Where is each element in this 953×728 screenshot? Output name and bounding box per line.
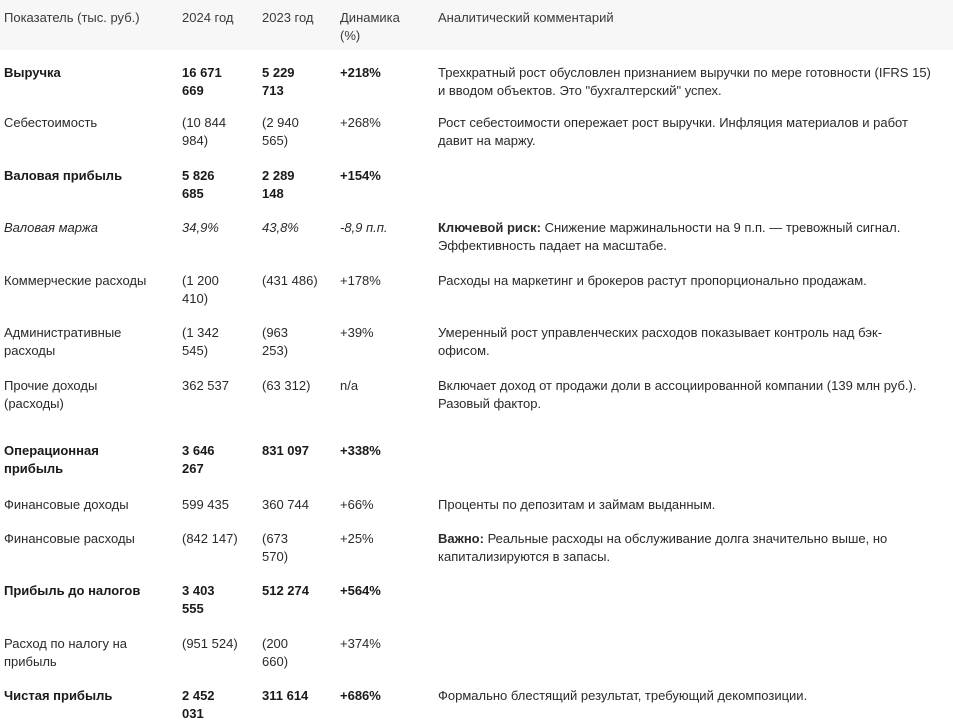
- row-label-line1: Прибыль до налогов: [4, 583, 141, 598]
- row-dynamics: +686%: [340, 688, 381, 703]
- row-value-2023: [258, 442, 336, 484]
- row-value-2024: [178, 496, 258, 518]
- comment-line2: Разовый фактор.: [438, 396, 542, 411]
- comment-line2: давит на маржу.: [438, 133, 536, 148]
- row-value-2023: [258, 167, 336, 207]
- row-label: [0, 64, 178, 102]
- row-comment: [434, 687, 953, 723]
- row-value-2024: [178, 219, 258, 260]
- comment-line2: Эффективность падает на масштабе.: [438, 238, 667, 253]
- header-dynamics-line2: (%): [340, 28, 361, 43]
- row-value-2023: [258, 272, 336, 312]
- value-2023-line1: 831 097: [262, 443, 309, 458]
- value-2024-line1: 3 403: [182, 583, 215, 598]
- row-value-2024: [178, 582, 258, 623]
- value-2024-line1: 362 537: [182, 378, 229, 393]
- value-2024-line1: 599 435: [182, 497, 229, 512]
- row-label-line2: прибыль: [4, 654, 57, 669]
- row-value-2023: [258, 219, 336, 260]
- value-2023-line1: 43,8%: [262, 220, 299, 235]
- row-comment: [434, 635, 953, 675]
- row-dynamics: +25%: [340, 531, 374, 546]
- value-2024-line1: (1 342: [182, 325, 219, 340]
- value-2024-line2: 410): [182, 291, 209, 306]
- value-2023-line1: (431 486): [262, 273, 318, 288]
- value-2024-line2: 267: [182, 461, 204, 476]
- value-2023-line1: (200: [262, 636, 289, 651]
- row-value-2023: [258, 377, 336, 430]
- comment-text-1: Включает доход от продажи доли в ассоциированной компании (139 млн руб.).: [438, 378, 917, 393]
- comment-line1: [438, 496, 949, 514]
- value-2024-line2: 669: [182, 83, 204, 98]
- table-row: [0, 518, 953, 570]
- row-value-2023: [258, 496, 336, 518]
- value-2024-line1: 16 671: [182, 65, 222, 80]
- value-2024-line1: (10 844: [182, 115, 227, 130]
- table-header: [0, 0, 953, 50]
- value-2023-line2: 253): [262, 343, 289, 358]
- comment-keyword: Важно:: [438, 531, 484, 546]
- header-dynamics-line1: Динамика: [340, 10, 400, 25]
- table-row: [0, 484, 953, 518]
- row-label-line1: Чистая прибыль: [4, 688, 113, 703]
- row-label-line2: (расходы): [4, 396, 64, 411]
- value-2024-line1: 3 646: [182, 443, 215, 458]
- row-value-2023: [258, 530, 336, 570]
- comment-text-1: Проценты по депозитам и займам выданным.: [438, 497, 716, 512]
- value-2024-line1: (951 524): [182, 636, 238, 651]
- table-row: [0, 623, 953, 675]
- row-value-2023: [258, 324, 336, 365]
- value-2024-line2: 685: [182, 186, 204, 201]
- row-value-2024: [178, 530, 258, 570]
- value-2023-line1: 311 614: [262, 688, 309, 703]
- row-label-line2: расходы: [4, 343, 56, 358]
- comment-line1: [438, 687, 949, 705]
- value-2023-line2: 565): [262, 133, 289, 148]
- value-2023-line1: (963: [262, 325, 289, 340]
- value-2024-line2: 545): [182, 343, 209, 358]
- table-row: [0, 675, 953, 722]
- row-dynamics: +218%: [340, 65, 381, 80]
- row-comment: [434, 530, 953, 570]
- row-label: [0, 377, 178, 430]
- row-label: [0, 324, 178, 365]
- table-body: [0, 50, 953, 722]
- value-2023-line2: 570): [262, 549, 289, 564]
- header-comment: Аналитический комментарий: [438, 10, 614, 25]
- value-2024-line1: (842 147): [182, 531, 238, 546]
- row-comment: [434, 219, 953, 260]
- row-label-line1: Валовая прибыль: [4, 168, 123, 183]
- comment-text-1: Трехкратный рост обусловлен признанием выручки по мере готовности (IFRS 15): [438, 65, 931, 80]
- row-value-2024: [178, 377, 258, 430]
- comment-text-1: Формально блестящий результат, требующий декомпозиции.: [438, 688, 808, 703]
- value-2024-line2: 031: [182, 706, 204, 721]
- header-dynamics: [336, 9, 434, 50]
- value-2024-line2: 555: [182, 601, 204, 616]
- row-value-2023: [258, 635, 336, 675]
- row-label-line1: Себестоимость: [4, 115, 98, 130]
- row-label: [0, 687, 178, 723]
- value-2023-line1: 5 229: [262, 65, 295, 80]
- row-label-line1: Финансовые расходы: [4, 531, 135, 546]
- row-value-2024: [178, 114, 258, 155]
- row-label-line1: Операционная: [4, 443, 99, 458]
- row-dynamics: +154%: [340, 168, 381, 183]
- header-indicator: Показатель (тыс. руб.): [4, 10, 140, 25]
- row-value-2023: [258, 582, 336, 623]
- value-2023-line1: 360 744: [262, 497, 309, 512]
- comment-line2: офисом.: [438, 343, 490, 358]
- value-2024-line1: (1 200: [182, 273, 219, 288]
- value-2023-line2: 713: [262, 83, 284, 98]
- value-2024-line1: 5 826: [182, 168, 215, 183]
- row-comment: [434, 582, 953, 623]
- value-2023-line2: 660): [262, 654, 289, 669]
- comment-text-1: Снижение маржинальности на 9 п.п. — тревожный сигнал.: [540, 220, 901, 235]
- row-dynamics: -8,9 п.п.: [340, 220, 388, 235]
- row-label: [0, 635, 178, 675]
- comment-text-1: Умеренный рост управленческих расходов показывает контроль над бэк-: [438, 325, 883, 340]
- row-label-line1: Административные: [4, 325, 122, 340]
- value-2023-line1: (63 312): [262, 378, 311, 393]
- value-2023-line1: 512 274: [262, 583, 309, 598]
- row-value-2024: [178, 272, 258, 312]
- row-dynamics: +564%: [340, 583, 381, 598]
- header-2023: 2023 год: [262, 10, 314, 25]
- table-row: [0, 207, 953, 260]
- row-comment: [434, 377, 953, 430]
- row-dynamics: +178%: [340, 273, 381, 288]
- table-row: [0, 260, 953, 312]
- row-value-2024: [178, 324, 258, 365]
- row-value-2024: [178, 442, 258, 484]
- value-2024-line1: 34,9%: [182, 220, 219, 235]
- table-row: [0, 430, 953, 484]
- row-comment: [434, 442, 953, 484]
- value-2023-line2: 148: [262, 186, 284, 201]
- comment-line1: [438, 64, 949, 82]
- comment-keyword: Ключевой риск:: [438, 220, 541, 235]
- row-label-line1: Валовая маржа: [4, 220, 99, 235]
- row-dynamics: +374%: [340, 636, 381, 651]
- comment-line1: [438, 114, 949, 132]
- row-label-line1: Прочие доходы: [4, 378, 98, 393]
- row-label: [0, 272, 178, 312]
- row-value-2023: [258, 687, 336, 723]
- row-value-2024: [178, 635, 258, 675]
- comment-line1: [438, 272, 949, 290]
- table-row: [0, 102, 953, 155]
- row-label: [0, 114, 178, 155]
- value-2024-line2: 984): [182, 133, 209, 148]
- row-comment: [434, 114, 953, 155]
- row-dynamics: n/a: [340, 378, 359, 393]
- row-dynamics: +66%: [340, 497, 374, 512]
- row-dynamics: +268%: [340, 115, 381, 130]
- row-label-line1: Финансовые доходы: [4, 497, 129, 512]
- table-row: [0, 155, 953, 207]
- row-comment: [434, 167, 953, 207]
- row-label: [0, 219, 178, 260]
- row-comment: [434, 64, 953, 102]
- comment-line2: капитализируются в запасы.: [438, 549, 611, 564]
- row-label: [0, 167, 178, 207]
- comment-text-1: Расходы на маркетинг и брокеров растут пропорционально продажам.: [438, 273, 867, 288]
- table-row: [0, 50, 953, 102]
- row-comment: [434, 324, 953, 365]
- comment-line1: [438, 219, 949, 237]
- row-comment: [434, 272, 953, 312]
- value-2023-line1: (2 940: [262, 115, 299, 130]
- row-label-line2: прибыль: [4, 461, 64, 476]
- comment-line2: и вводом объектов. Это "бухгалтерский" успех.: [438, 83, 722, 98]
- row-value-2023: [258, 114, 336, 155]
- comment-text-1: Реальные расходы на обслуживание долга значительно выше, но: [483, 531, 888, 546]
- row-dynamics: +338%: [340, 443, 381, 458]
- row-comment: [434, 496, 953, 518]
- row-label: [0, 582, 178, 623]
- row-label: [0, 530, 178, 570]
- row-label: [0, 496, 178, 518]
- comment-text-1: Рост себестоимости опережает рост выручки. Инфляция материалов и работ: [438, 115, 908, 130]
- table-row: [0, 312, 953, 365]
- row-value-2024: [178, 64, 258, 102]
- table-row: [0, 570, 953, 623]
- row-label-line1: Выручка: [4, 65, 61, 80]
- row-label: [0, 442, 178, 484]
- row-label-line1: Расход по налогу на: [4, 636, 127, 651]
- value-2023-line1: 2 289: [262, 168, 295, 183]
- row-value-2024: [178, 687, 258, 723]
- comment-line1: [438, 530, 949, 548]
- header-2024: 2024 год: [182, 10, 234, 25]
- row-value-2023: [258, 64, 336, 102]
- comment-line1: [438, 324, 949, 342]
- value-2024-line1: 2 452: [182, 688, 215, 703]
- value-2023-line1: (673: [262, 531, 289, 546]
- comment-line1: [438, 377, 949, 395]
- row-dynamics: +39%: [340, 325, 374, 340]
- table-row: [0, 365, 953, 430]
- row-value-2024: [178, 167, 258, 207]
- row-label-line1: Коммерческие расходы: [4, 273, 147, 288]
